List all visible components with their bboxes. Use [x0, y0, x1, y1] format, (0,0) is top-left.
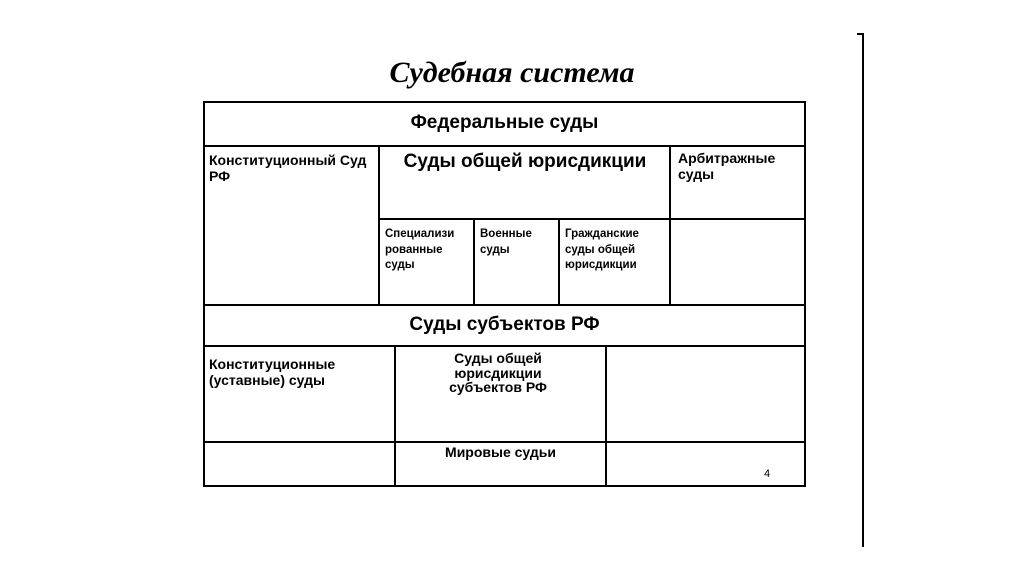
magistrates-cell: Мировые судьи: [445, 444, 556, 460]
rule-federal-mid: [379, 218, 806, 220]
rule-subjects-header: [203, 345, 806, 347]
rule-federal-col1: [378, 145, 380, 305]
rule-federal-sub2: [558, 218, 560, 305]
table-border-right: [804, 101, 806, 487]
table-border-top: [203, 101, 806, 103]
specialized-courts-cell: Специализи рованные суды: [385, 228, 455, 272]
rule-subjects-mid: [203, 441, 806, 443]
subject-courts-header: Суды субъектов РФ: [409, 314, 600, 335]
rule-subjects-top: [203, 304, 806, 306]
charter-courts-cell: Конституционные (уставные) суды: [209, 356, 336, 389]
rule-subjects-col1: [394, 345, 396, 486]
table-border-left: [203, 101, 205, 487]
civil-courts-cell: Гражданские суды общей юрисдикции: [565, 228, 639, 272]
constitutional-court-cell: Конституционный Суд РФ: [209, 152, 367, 185]
federal-courts-header: Федеральные суды: [410, 112, 599, 133]
page-number: 4: [764, 468, 771, 480]
court-system-table: [203, 101, 806, 487]
rule-federal-sub1: [473, 218, 475, 305]
table-border-bottom: [203, 485, 806, 487]
general-jurisdiction-cell: Суды общей юрисдикции: [403, 151, 647, 172]
scan-edge-tick: [857, 33, 864, 35]
rule-federal-col2: [669, 145, 671, 305]
scan-edge-line: [862, 33, 864, 547]
subject-general-jurisdiction-cell: Суды общей юрисдикции субъектов РФ: [449, 350, 547, 396]
military-courts-cell: Военные суды: [480, 228, 532, 256]
rule-subjects-col2: [605, 345, 607, 486]
arbitration-courts-cell: Арбитражные суды: [678, 150, 776, 183]
slide-title: Судебная система: [389, 56, 635, 89]
rule-federal-header: [203, 145, 806, 147]
